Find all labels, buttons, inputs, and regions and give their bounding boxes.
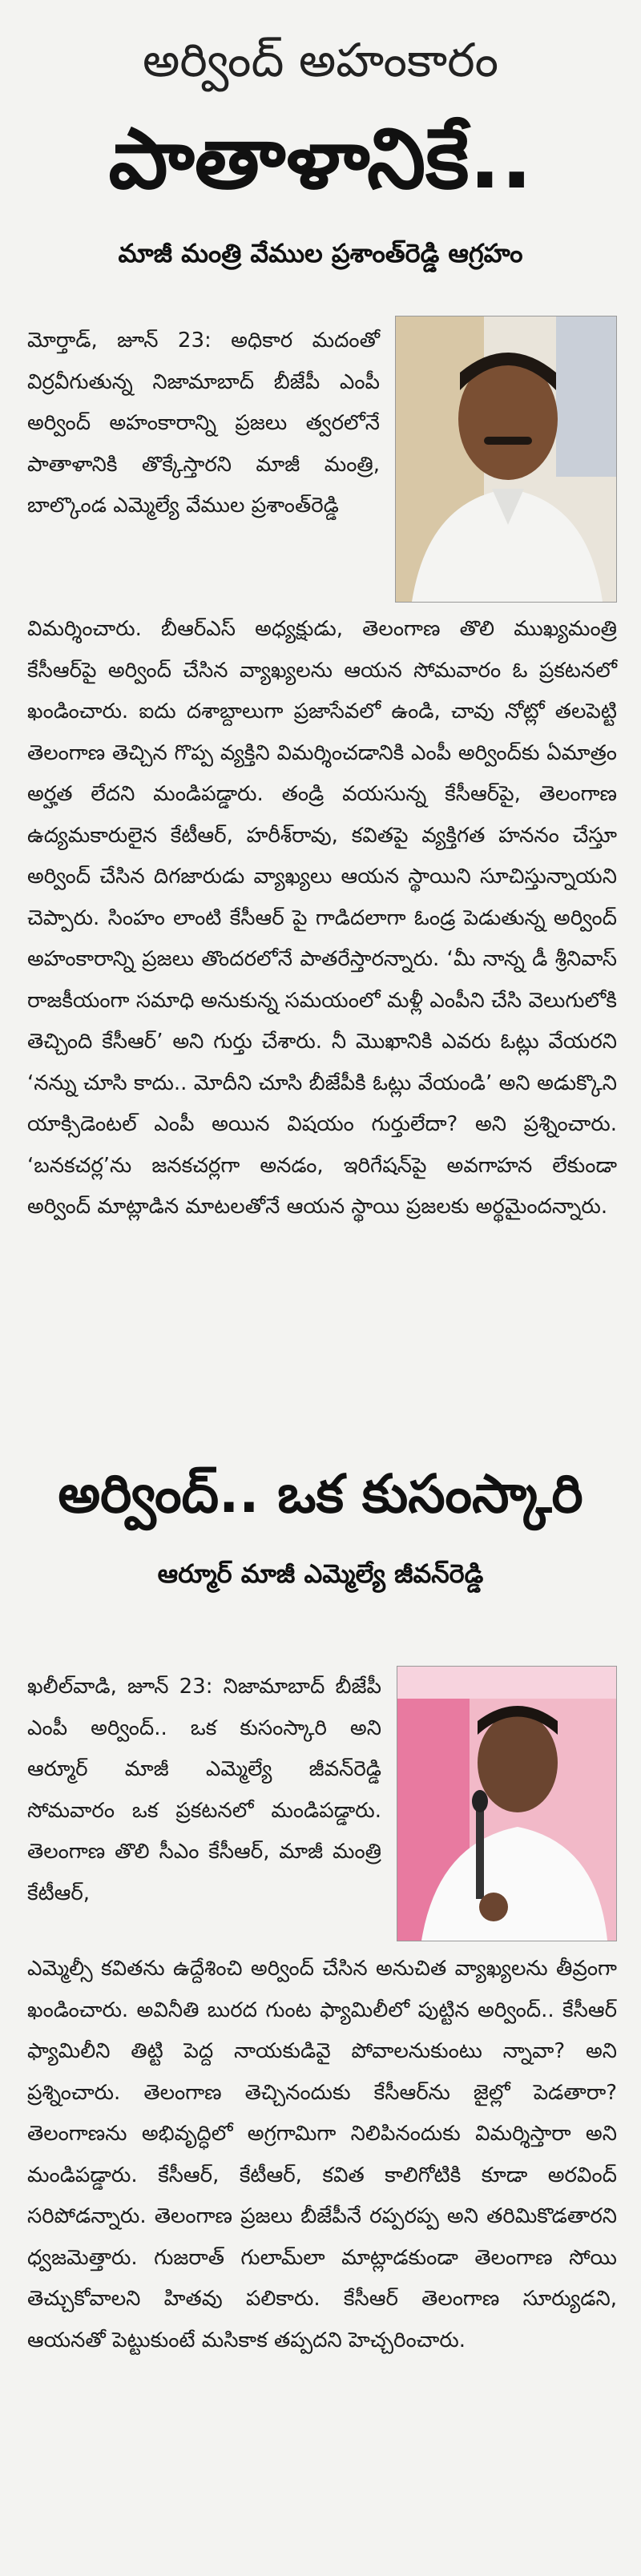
portrait-image [397, 1667, 616, 1941]
story1-body-wrapped: మోర్తాడ్, జూన్ 23: అధికార మదంతో విర్రవీగుతున్న నిజామాబాద్ బీజేపీ ఎంపీ అర్వింద్ అహంకారాన్ని ప్రజలు త్వరలోనే పాతాళానికి తొక్కేస్తారని మాజీ మంత్రి, బాల్కొండ ఎమ్మెల్యే వేముల ప్రశాంత్‌రెడ్డి [27, 329, 380, 518]
story1-headline: పాతాళానికే.. [108, 110, 533, 208]
story1-kicker: అర్వింద్ అహంకారం [142, 33, 499, 87]
story2-headline: అర్వింద్.. ఒక కుసంస్కారి [58, 1463, 583, 1525]
jeevan-reddy-photo [397, 1666, 617, 1941]
prashanth-reddy-photo [395, 316, 617, 603]
story2-body-wrapped: ఖలీల్‌వాడి, జూన్ 23: నిజామాబాద్ బీజేపీ ఎంపీ అర్వింద్.. ఒక కుసంస్కారి అని ఆర్మూర్ మాజీ ఎమ్మెల్యే జీవన్‌రెడ్డి సోమవారం ఒక ప్రకటనలో మండిపడ్డారు. తెలంగాణ తొలి సీఎం కేసీఆర్, మాజీ మంత్రి కేటీఆర్, [27, 1675, 381, 1905]
story2-body-full: ఎమ్మెల్సీ కవితను ఉద్దేశించి అర్వింద్ చేసిన అనుచిత వ్యాఖ్యలను తీవ్రంగా ఖండించారు. అవినీతి బురద గుంట ఫ్యామిలీలో పుట్టిన అర్వింద్.. కేసీఆర్ ఫ్యామిలీని తిట్టి పెద్ద నాయకుడివై పోవాలనుకుంటు న్నావా? అని ప్రశ్నించారు. తెలంగాణ తెచ్చినందుకు కేసీఆర్‌ను జైల్లో పెడతారా? తెలంగాణను అభివృద్ధిలో అగ్రగామిగా నిలిపినందుకు విమర్శిస్తారా అని మండిపడ్డారు. కేసీఆర్, కేటీఆర్, కవిత కాలిగోటికి కూడా అరవింద్ సరిపోడన్నారు. తెలంగాణ ప్రజలు బీజేపీనే రప్పరప్ప అని తరిమికొడతారని ధ్వజమెత్తారు. గుజరాత్ గులామ్‌లా మాట్లాడకుండా తెలంగాణ సోయి తెచ్చుకోవాలని హితవు పలికారు. కేసీఆర్ తెలంగాణ సూర్యుడని, ఆయనతో పెట్టుకుంటే మసికాక తప్పదని హెచ్చరించారు. [27, 1957, 617, 2352]
story2-subline: ఆర్మూర్ మాజీ ఎమ్మెల్యే జీవన్‌రెడ్డి [157, 1558, 484, 1589]
story1-subline: మాజీ మంత్రి వేముల ప్రశాంత్‌రెడ్డి ఆగ్రహం [118, 238, 523, 268]
story1-body-full: విమర్శించారు. బీఆర్‌ఎస్ అధ్యక్షుడు, తెలంగాణ తొలి ముఖ్యమంత్రి కేసీఆర్‌పై అర్వింద్ చేసిన వ్యాఖ్యలను ఆయన సోమవారం ఓ ప్రకటనలో ఖండించారు. ఐదు దశాబ్దాలుగా ప్రజాసేవలో ఉండి, చావు నోట్లో తలపెట్టి తెలంగాణ తెచ్చిన గొప్ప వ్యక్తిని విమర్శించడానికి ఎంపీ అర్వింద్‌కు ఏమాత్రం అర్హత లేదని మండిపడ్డారు. తండ్రి వయసున్న కేసీఆర్‌పై, తెలంగాణ ఉద్యమకారులైన కేటీఆర్, హరీశ్‌రావు, కవితపై వ్యక్తిగత హననం చేస్తూ అర్వింద్ చేసిన దిగజారుడు వ్యాఖ్యలు ఆయన స్థాయిని సూచిస్తున్నాయని చెప్పారు. సింహం లాంటి కేసీఆర్ పై గాడిదలాగా ఓండ్ర పెడుతున్న అర్వింద్ అహంకారాన్ని ప్రజలు తొందరలోనే పాతరేస్తారన్నారు. ‘మీ నాన్న డీ శ్రీనివాస్ రాజకీయంగా సమాధి అనుకున్న సమయంలో మళ్లీ ఎంపీని చేసి వెలుగులోకి తెచ్చింది కేసీఆర్’ అని గుర్తు చేశారు. నీ మొఖానికి ఎవరు ఓట్లు వేయరని ‘నన్ను చూసి కాదు.. మోదీని చూసి బీజేపీకి ఓట్లు వేయండి’ అని అడుక్కొని యాక్సిడెంటల్ ఎంపీ అయిన విషయం గుర్తులేదా? అని ప్రశ్నించారు. ‘బనకచర్ల’ను జనకచర్లగా అనడం, ఇరిగేషన్‌పై అవగాహన లేకుండా అర్వింద్ మాట్లాడిన మాటలతోనే ఆయన స్థాయి ప్రజలకు అర్థమైందన్నారు. [27, 617, 617, 1219]
portrait-image [396, 316, 616, 602]
